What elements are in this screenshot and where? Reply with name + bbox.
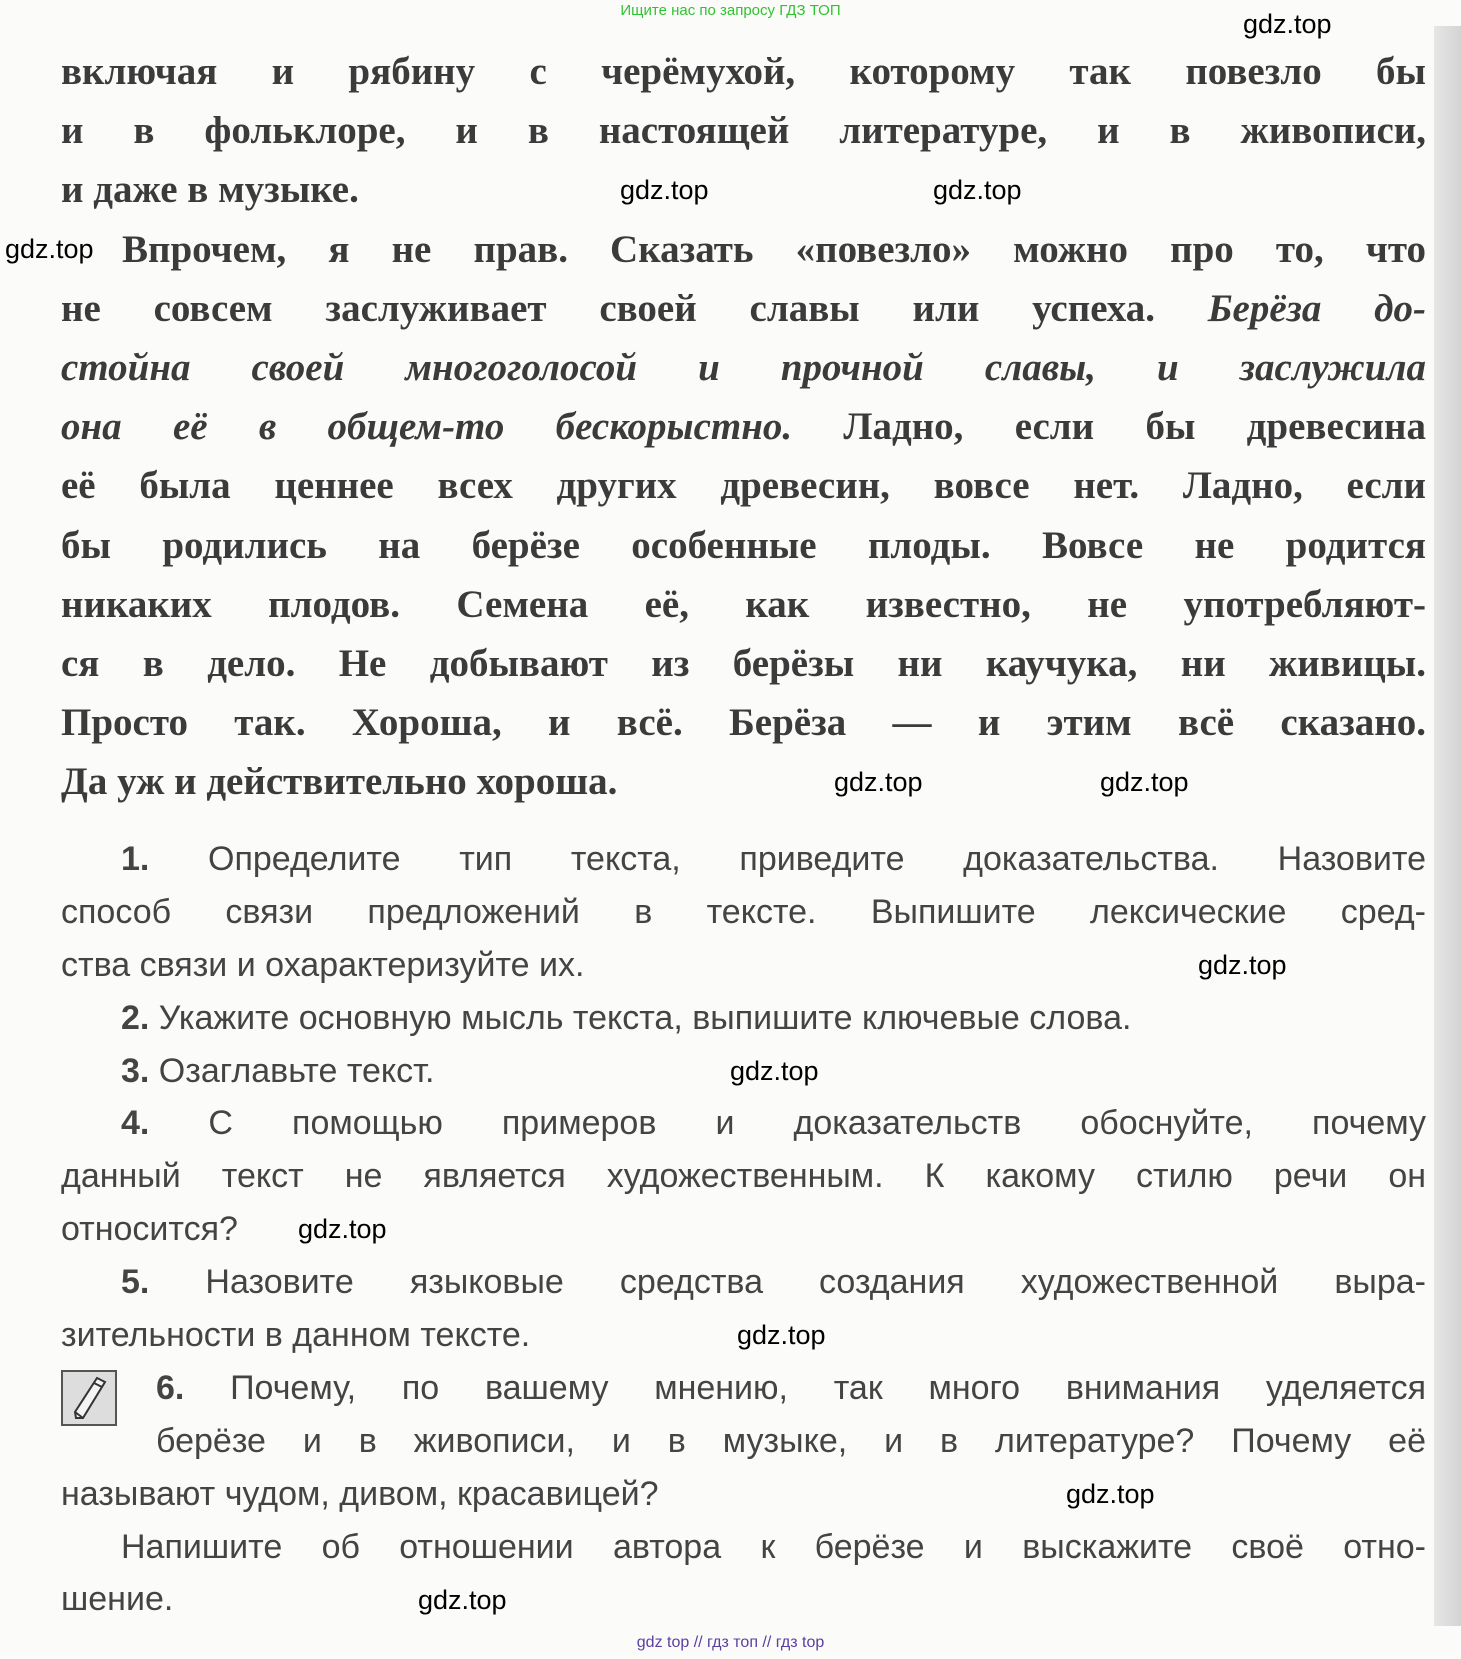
text-span: зительности в данном тексте. — [61, 1316, 531, 1355]
text-span: шение. — [61, 1580, 174, 1619]
text-line — [61, 752, 1426, 811]
text-span: данный текст не является художественным. К какому стилю речи он — [61, 1157, 1426, 1196]
text-span: Да уж и действительно хороша. — [61, 760, 618, 804]
text-line — [61, 1150, 1426, 1203]
watermark: gdz.top — [620, 175, 709, 205]
text-span: никаких плодов. Семена её, как известно, не употребляют- — [61, 582, 1426, 626]
text-span: и в фольклоре, и в настоящей литературе, и в живописи, — [61, 109, 1426, 153]
watermark: gdz.top — [5, 234, 94, 264]
text-span: способ связи предложений в тексте. Выпишите лексические сред- — [61, 892, 1426, 931]
task-number: 1. — [121, 840, 150, 878]
text-line — [61, 1203, 1426, 1256]
watermark: gdz.top — [1198, 950, 1287, 980]
text-line — [61, 833, 1426, 886]
text-span: Просто так. Хороша, и всё. Берёза — и этим всё сказано. — [61, 701, 1426, 745]
text-span: называют чудом, дивом, красавицей? — [61, 1474, 659, 1513]
text-line — [61, 693, 1426, 752]
page-edge-shadow — [1434, 26, 1461, 1626]
text-span: Ладно, если бы древесина — [792, 405, 1427, 449]
text-line — [61, 1256, 1426, 1309]
text-span: бы родились на берёзе особенные плоды. Вовсе не родится — [61, 523, 1426, 567]
text-span: не совсем заслуживает своей славы или успеха. — [61, 286, 1208, 330]
watermark: gdz.top — [933, 175, 1022, 205]
text-span: берёзе и в живописи, и в музыке, и в литературе? Почему её — [156, 1421, 1426, 1460]
watermark: gdz.top — [737, 1320, 826, 1350]
text-span: относится? — [61, 1210, 238, 1249]
text-span: включая и рябину с черёмухой, которому так повезло бы — [61, 50, 1426, 93]
watermark: gdz.top — [1243, 9, 1332, 39]
text-line — [61, 220, 1426, 279]
text-line — [61, 575, 1426, 634]
text-span: Почему, по вашему мнению, так много внимания уделяется — [184, 1368, 1426, 1407]
text-line — [61, 456, 1426, 515]
text-span: она её в общем-то бескорыстно. — [61, 405, 793, 449]
text-line — [61, 279, 1426, 338]
text-line — [61, 1415, 1426, 1468]
watermark: gdz.top — [418, 1585, 507, 1615]
task-number: 4. — [121, 1104, 150, 1143]
task-number: 5. — [121, 1263, 150, 1302]
text-line — [61, 397, 1426, 456]
text-line — [61, 42, 1426, 101]
text-line — [61, 1362, 1426, 1415]
text-line — [61, 1097, 1426, 1150]
text-span: Назовите языковые средства создания художественной выра- — [149, 1263, 1426, 1302]
footer-banner[interactable]: gdz top // гдз топ // гдз top — [636, 1634, 825, 1651]
text-line — [61, 992, 1426, 1045]
text-span: ства связи и охарактеризуйте их. — [61, 945, 585, 984]
text-line — [61, 886, 1426, 939]
text-line — [61, 338, 1426, 397]
task-number: 6. — [156, 1368, 185, 1407]
text-line — [61, 1521, 1426, 1574]
text-line — [61, 516, 1426, 575]
main-text — [61, 42, 1426, 811]
task-number: 2. — [121, 998, 150, 1037]
task-number: 3. — [121, 1051, 150, 1090]
watermark: gdz.top — [1066, 1479, 1155, 1509]
text-line — [61, 1573, 1426, 1626]
watermark: gdz.top — [1100, 767, 1189, 797]
text-line — [61, 101, 1426, 160]
text-span: Берёза до- — [1207, 286, 1427, 330]
text-line — [61, 1468, 1426, 1521]
text-span: ся в дело. Не добывают из берёзы ни каучука, ни живицы. — [61, 641, 1426, 685]
text-span: Определите тип текста, приведите доказательства. Назовите — [149, 840, 1426, 878]
text-span: С помощью примеров и доказательств обоснуйте, почему — [149, 1104, 1426, 1143]
text-line — [61, 634, 1426, 693]
text-span: и даже в музыке. — [61, 168, 359, 212]
header-banner[interactable]: Ищите нас по запросу ГДЗ ТОП — [620, 2, 841, 19]
watermark: gdz.top — [298, 1214, 387, 1244]
text-span: Впрочем, я не прав. Сказать «повезло» можно про то, что — [122, 227, 1426, 271]
pencil-icon — [61, 1370, 117, 1426]
text-span: стойна своей многоголосой и прочной славы, и заслужила — [61, 345, 1426, 389]
watermark: gdz.top — [730, 1056, 819, 1086]
text-span: Напишите об отношении автора к берёзе и выскажите своё отно- — [121, 1527, 1426, 1566]
text-line — [61, 160, 1426, 219]
text-span: Озаглавьте текст. — [149, 1051, 435, 1090]
text-span: Укажите основную мысль текста, выпишите ключевые слова. — [149, 998, 1132, 1037]
text-span: её была ценнее всех других древесин, вовсе нет. Ладно, если — [61, 464, 1426, 508]
watermark: gdz.top — [834, 767, 923, 797]
